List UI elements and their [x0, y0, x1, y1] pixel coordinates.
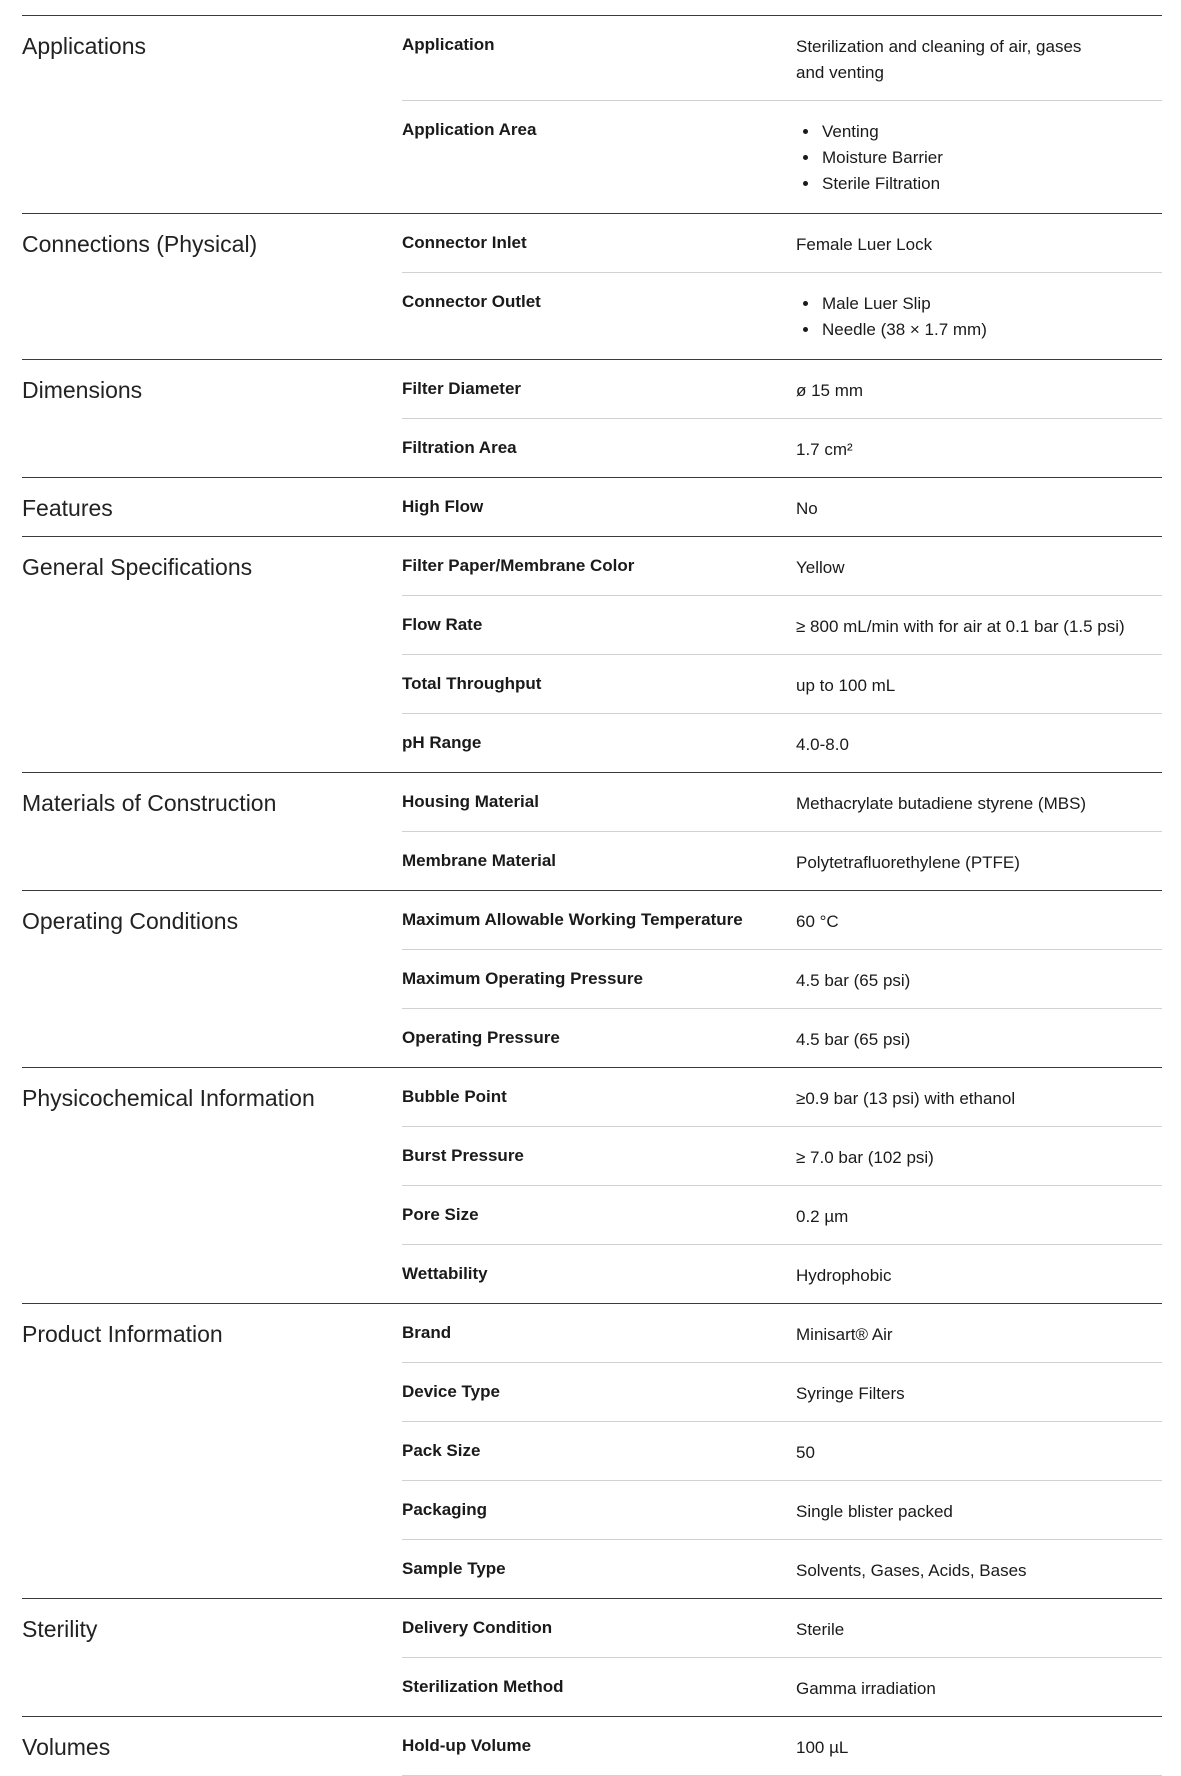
spec-row	[402, 714, 1162, 772]
group-general-specifications	[22, 537, 1162, 773]
spec-label: Filtration Area	[402, 438, 517, 457]
spec-label: Packaging	[402, 1500, 488, 1519]
group-dimensions	[22, 360, 1162, 478]
spec-label: Filter Diameter	[402, 379, 522, 398]
group-operating-conditions	[22, 891, 1162, 1068]
group-title: Applications	[22, 33, 147, 59]
spec-value: 100 µL	[796, 1738, 849, 1757]
spec-row	[402, 1599, 1162, 1658]
spec-label: Hold-up Volume	[402, 1736, 532, 1755]
list-item: • Moisture Barrier	[820, 145, 1142, 171]
list-item: • Venting	[820, 119, 1142, 145]
spec-row	[402, 1481, 1162, 1540]
spec-label: Connector Inlet	[402, 233, 527, 252]
spec-row	[402, 655, 1162, 714]
spec-value: Gamma irradiation	[796, 1679, 936, 1698]
spec-label: Maximum Allowable Working Temperature	[402, 910, 743, 929]
group-rows	[402, 891, 1162, 1067]
spec-value: ≥ 800 mL/min with for air at 0.1 bar (1.5 psi)	[796, 617, 1125, 636]
group-title: General Specifications	[22, 554, 253, 580]
spec-value: Sterile	[796, 1620, 845, 1639]
group-materials-of-construction	[22, 773, 1162, 891]
spec-label: Brand	[402, 1323, 452, 1342]
group-rows	[402, 1599, 1162, 1716]
spec-row	[402, 891, 1162, 950]
spec-row	[402, 537, 1162, 596]
spec-row	[402, 773, 1162, 832]
spec-row	[402, 1658, 1162, 1716]
spec-value	[796, 101, 1162, 213]
spec-value	[796, 273, 1162, 359]
spec-label: Pore Size	[402, 1205, 479, 1224]
group-volumes	[22, 1717, 1162, 1776]
spec-value: ø 15 mm	[796, 381, 864, 400]
spec-row	[402, 1363, 1162, 1422]
spec-label: Application Area	[402, 120, 537, 139]
spec-value: No	[796, 499, 818, 518]
group-rows	[402, 1717, 1162, 1776]
spec-row	[402, 101, 1162, 213]
spec-row	[402, 360, 1162, 419]
group-physicochemical-information	[22, 1068, 1162, 1304]
group-title: Volumes	[22, 1734, 111, 1760]
spec-row	[402, 1245, 1162, 1303]
spec-label: Wettability	[402, 1264, 488, 1283]
spec-row	[402, 1186, 1162, 1245]
group-title: Dimensions	[22, 377, 143, 403]
spec-label: Pack Size	[402, 1441, 481, 1460]
spec-row	[402, 273, 1162, 359]
spec-row	[402, 214, 1162, 273]
spec-label: Sterilization Method	[402, 1677, 564, 1696]
group-applications	[22, 16, 1162, 214]
group-rows	[402, 478, 1162, 536]
spec-label: Burst Pressure	[402, 1146, 524, 1165]
spec-value: 50	[796, 1443, 815, 1462]
group-rows	[402, 1304, 1162, 1598]
spec-value: Minisart® Air	[796, 1325, 893, 1344]
spec-row	[402, 1304, 1162, 1363]
group-title: Sterility	[22, 1616, 98, 1642]
group-title: Operating Conditions	[22, 908, 239, 934]
spec-value: 1.7 cm²	[796, 440, 853, 459]
spec-value: Polytetrafluorethylene (PTFE)	[796, 853, 1020, 872]
spec-value: up to 100 mL	[796, 676, 896, 695]
spec-value: Sterilization and cleaning of air, gases and venting	[796, 37, 1082, 82]
spec-row	[402, 1009, 1162, 1067]
specification-table	[22, 15, 1162, 1776]
spec-label: Device Type	[402, 1382, 500, 1401]
spec-label: pH Range	[402, 733, 482, 752]
group-rows	[402, 16, 1162, 213]
spec-value: Hydrophobic	[796, 1266, 892, 1285]
spec-row	[402, 1068, 1162, 1127]
spec-value: ≥0.9 bar (13 psi) with ethanol	[796, 1089, 1016, 1108]
spec-label: Connector Outlet	[402, 292, 541, 311]
spec-value: Syringe Filters	[796, 1384, 905, 1403]
group-rows	[402, 773, 1162, 890]
spec-value: Single blister packed	[796, 1502, 953, 1521]
group-sterility	[22, 1599, 1162, 1717]
spec-row	[402, 1540, 1162, 1598]
group-title: Physicochemical Information	[22, 1085, 315, 1111]
list-item: • Male Luer Slip	[820, 291, 1142, 317]
spec-row	[402, 1422, 1162, 1481]
value-list	[796, 119, 1142, 197]
group-features	[22, 478, 1162, 537]
group-title: Features	[22, 495, 113, 521]
group-product-information	[22, 1304, 1162, 1599]
spec-label: Total Throughput	[402, 674, 542, 693]
spec-value: 4.0-8.0	[796, 735, 849, 754]
spec-value: Solvents, Gases, Acids, Bases	[796, 1561, 1027, 1580]
spec-row	[402, 478, 1162, 536]
spec-label: Operating Pressure	[402, 1028, 560, 1047]
spec-value: ≥ 7.0 bar (102 psi)	[796, 1148, 934, 1167]
value-list	[796, 291, 1142, 343]
group-connections	[22, 214, 1162, 360]
spec-value: 60 °C	[796, 912, 839, 931]
group-rows	[402, 537, 1162, 772]
spec-label: High Flow	[402, 497, 484, 516]
spec-label: Filter Paper/Membrane Color	[402, 556, 635, 575]
group-title: Connections (Physical)	[22, 231, 258, 257]
group-rows	[402, 214, 1162, 359]
spec-label: Sample Type	[402, 1559, 506, 1578]
spec-row	[402, 832, 1162, 890]
group-rows	[402, 360, 1162, 477]
spec-row	[402, 1127, 1162, 1186]
spec-row	[402, 1717, 1162, 1776]
spec-label: Bubble Point	[402, 1087, 507, 1106]
group-title: Product Information	[22, 1321, 223, 1347]
spec-value: 0.2 µm	[796, 1207, 849, 1226]
spec-row	[402, 16, 1162, 101]
spec-row	[402, 596, 1162, 655]
spec-label: Application	[402, 35, 495, 54]
spec-value: Yellow	[796, 558, 845, 577]
spec-label: Housing Material	[402, 792, 539, 811]
spec-row	[402, 950, 1162, 1009]
spec-label: Flow Rate	[402, 615, 483, 634]
spec-value: Methacrylate butadiene styrene (MBS)	[796, 794, 1087, 813]
group-rows	[402, 1068, 1162, 1303]
list-item: • Needle (38 × 1.7 mm)	[820, 317, 1142, 343]
spec-value: 4.5 bar (65 psi)	[796, 971, 911, 990]
spec-label: Membrane Material	[402, 851, 556, 870]
spec-value: 4.5 bar (65 psi)	[796, 1030, 911, 1049]
spec-value: Female Luer Lock	[796, 235, 933, 254]
group-title: Materials of Construction	[22, 790, 277, 816]
spec-label: Maximum Operating Pressure	[402, 969, 643, 988]
list-item: • Sterile Filtration	[820, 171, 1142, 197]
spec-row	[402, 419, 1162, 477]
spec-label: Delivery Condition	[402, 1618, 553, 1637]
